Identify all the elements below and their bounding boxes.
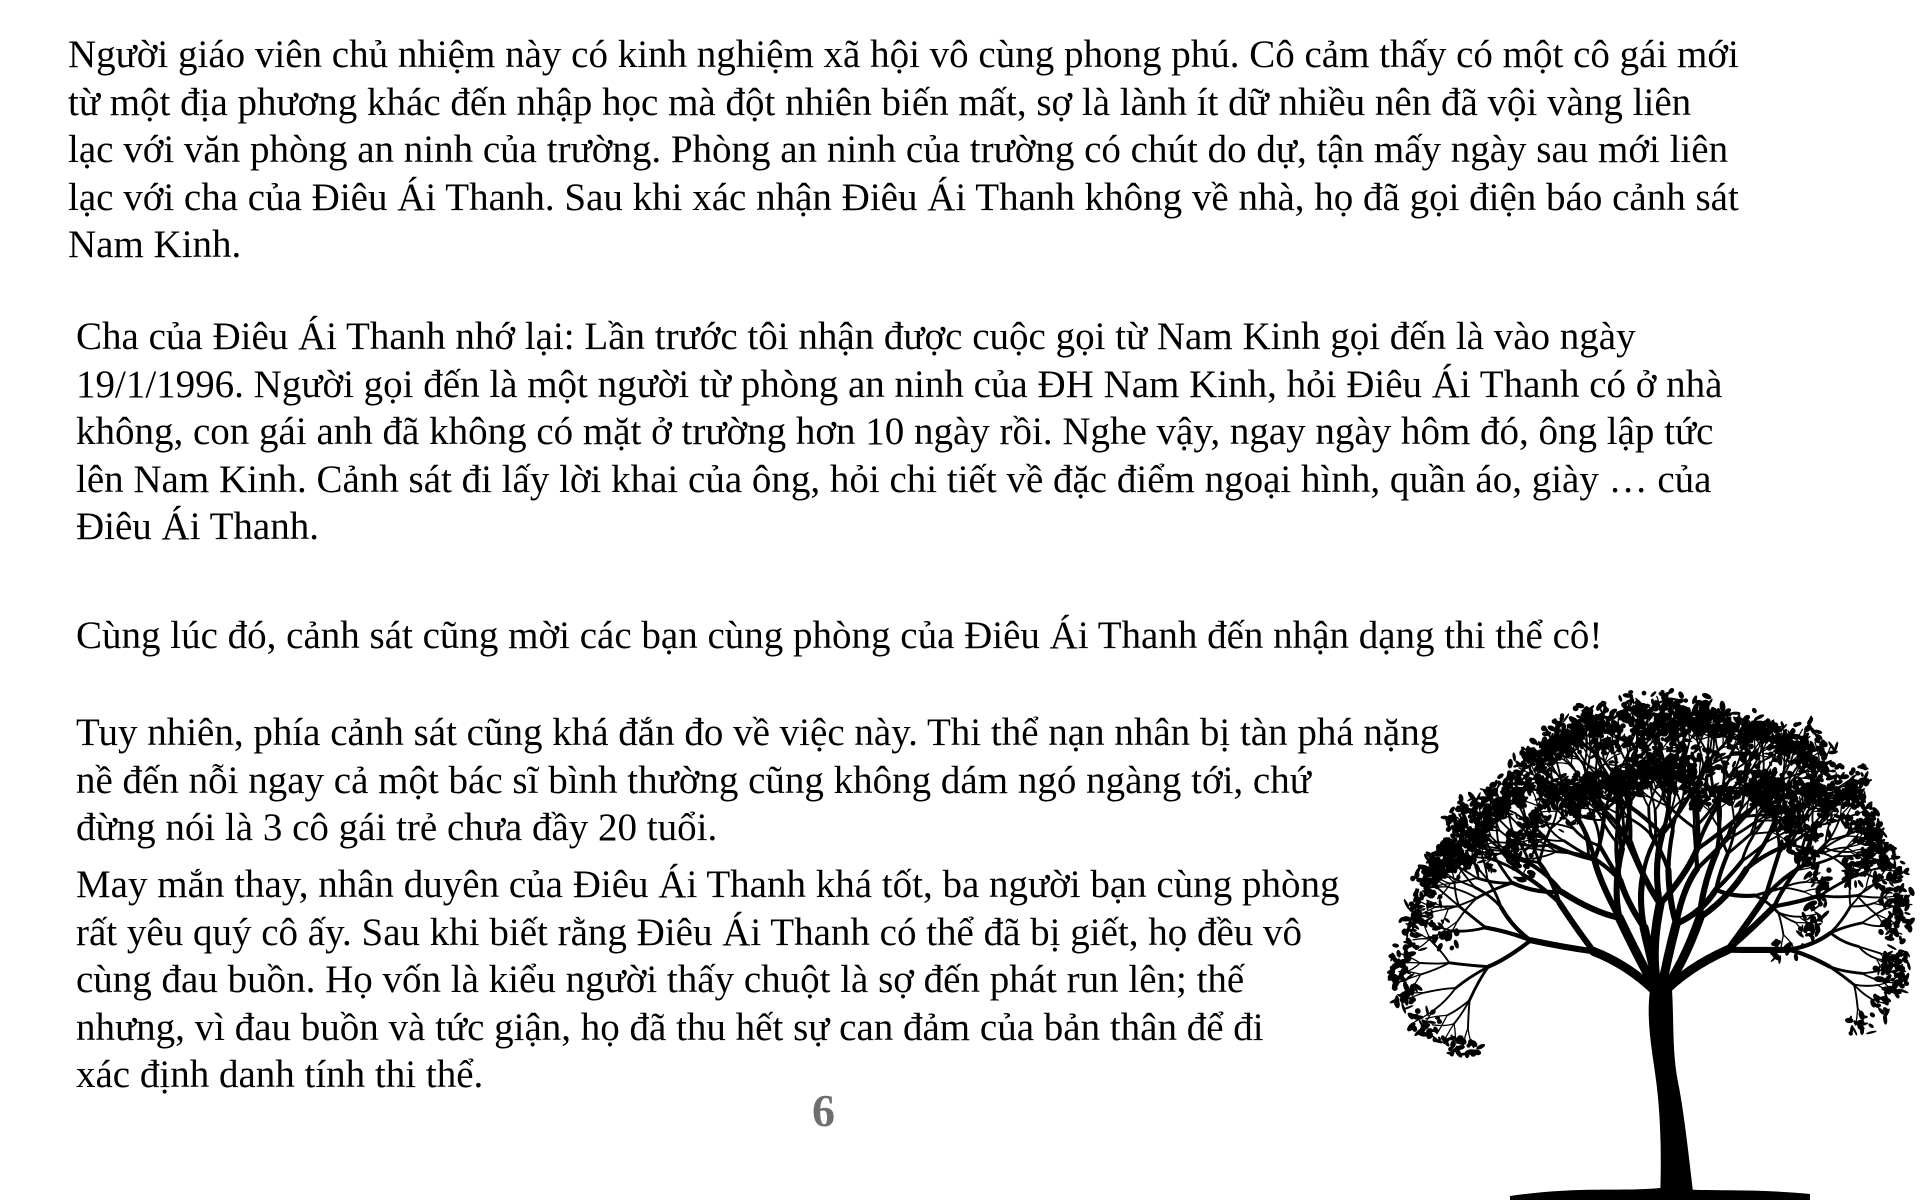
tree-leaf — [1854, 880, 1858, 888]
text-line: Cha của Điêu Ái Thanh nhớ lại: Lần trước tôi nhận được cuộc gọi từ Nam Kinh gọi đến là vào ngày — [76, 315, 1636, 358]
tree-leaf — [1496, 772, 1505, 780]
tree-branch — [1812, 810, 1814, 834]
text-line: Tuy nhiên, phía cảnh sát cũng khá đắn đo về việc này. Thi thể nạn nhân bị tàn phá nặng — [76, 711, 1440, 754]
tree-branch — [1821, 895, 1857, 897]
tree-branch — [1784, 762, 1786, 788]
tree-branch — [1857, 896, 1884, 898]
tree-leaf — [1899, 860, 1906, 865]
tree-leaf — [1618, 695, 1623, 703]
tree-branch — [1459, 907, 1485, 928]
tree-branch — [1593, 818, 1599, 846]
tree-branch — [1425, 988, 1456, 992]
tree-branch — [1716, 890, 1755, 896]
text-line: lạc với văn phòng an ninh của trường. Phòng an ninh của trường có chút do dự, tận mấy ngày sau mới liên — [68, 128, 1729, 171]
tree-branch — [1676, 725, 1677, 744]
tree-ground — [1510, 1188, 1810, 1200]
tree-leaf — [1483, 812, 1485, 822]
tree-branch — [1409, 923, 1428, 924]
paragraph-father-recalls — [76, 313, 1722, 551]
tree-leaf — [1904, 911, 1911, 915]
tree-branch — [1783, 888, 1803, 892]
tree-branch — [1854, 985, 1878, 986]
text-line: từ một địa phương khác đến nhập học mà đột nhiên biến mất, sợ là lành ít dữ nhiều nên đã vội vàng liên — [68, 80, 1692, 124]
tree-branch — [1436, 906, 1460, 907]
tree-branch — [1846, 836, 1862, 838]
paragraph-roommates-invited — [76, 612, 1602, 660]
tree-leaf — [1822, 901, 1828, 909]
tree-leaf — [1751, 707, 1758, 714]
tree-leaf — [1868, 1023, 1875, 1029]
text-line: Người giáo viên chủ nhiệm này có kinh nghiệm xã hội vô cùng phong phú. Cô cảm thấy có một cô gái mới — [68, 33, 1739, 76]
tree-leaf — [1886, 943, 1897, 950]
paragraph-report-to-police — [68, 31, 1739, 269]
tree-leaf — [1507, 759, 1513, 769]
tree-branch — [1812, 793, 1813, 810]
tree-leaf — [1512, 752, 1517, 762]
tree-branch — [1745, 750, 1746, 778]
tree-branch — [1449, 963, 1488, 967]
tree-branch — [1641, 876, 1644, 928]
text-line: Cùng lúc đó, cảnh sát cũng mời các bạn cùng phòng của Điêu Ái Thanh đến nhận dạng thi thể cô! — [76, 614, 1603, 657]
tree-branch — [1527, 839, 1544, 840]
tree-branch — [1649, 807, 1651, 835]
tree-leaf — [1884, 935, 1895, 942]
tree-branch — [1668, 831, 1672, 870]
tree-branch — [1421, 963, 1449, 975]
tree-branch — [1694, 828, 1697, 869]
tree-branch — [1763, 750, 1764, 777]
tree-branch — [1420, 963, 1449, 964]
text-line: nề đến nỗi ngay cả một bác sĩ bình thường cũng không dám ngó ngàng tới, chứ — [76, 758, 1311, 802]
tree-branch — [1456, 967, 1489, 988]
text-line: nhưng, vì đau buồn và tức giận, họ đã thu hết sự can đảm của bản thân để đi — [76, 1005, 1264, 1049]
tree-branch — [1477, 878, 1513, 883]
tree-branch — [1643, 839, 1655, 876]
tree-leaf — [1903, 951, 1908, 962]
tree-branch — [1548, 827, 1564, 841]
text-line: đừng nói là 3 cô gái trẻ chưa đầy 20 tuổi. — [76, 806, 718, 849]
tree-leaf — [1641, 690, 1648, 697]
text-line: 19/1/1996. Người gọi đến là một người từ phòng an ninh của ĐH Nam Kinh, hỏi Điêu Ái Thanh có ở nhà — [76, 362, 1723, 406]
tree-branch — [1416, 939, 1429, 949]
tree-leaf — [1869, 1011, 1876, 1018]
text-line: cùng đau buồn. Họ vốn là kiểu người thấy chuột là sợ đến phát run lên; thế — [76, 958, 1245, 1001]
tree-leaf — [1701, 692, 1712, 701]
tree-leaf — [1650, 690, 1658, 697]
text-line: xác định danh tính thi thể. — [76, 1053, 484, 1096]
tree-branch — [1483, 852, 1509, 854]
tree-branch — [1837, 855, 1864, 856]
text-line: rất yêu quý cô ấy. Sau khi biết rằng Điêu Ái Thanh có thể đã bị giết, họ đều vô — [76, 910, 1303, 954]
tree-branch — [1448, 887, 1477, 898]
tree-leaf — [1857, 879, 1865, 888]
bare-tree-icon — [1360, 680, 1920, 1200]
tree-leaf — [1683, 698, 1688, 703]
text-line: không, con gái anh đã không có mặt ở trường hơn 10 ngày rồi. Nghe vậy, ngay ngày hôm đó, ông lập tức — [76, 410, 1714, 453]
tree-branch — [1723, 761, 1724, 780]
text-line: May mắn thay, nhân duyên của Điêu Ái Thanh khá tốt, ba người bạn cùng phòng — [76, 863, 1340, 906]
tree-branch — [1541, 811, 1559, 812]
tree-branch — [1655, 810, 1656, 839]
tree-branch — [1488, 940, 1530, 966]
tree-branch — [1850, 884, 1851, 907]
text-line: Nam Kinh. — [68, 223, 242, 266]
tree-leaf — [1866, 1030, 1877, 1035]
tree-leaf — [1677, 690, 1685, 699]
page-number: 6 — [812, 1085, 835, 1136]
tree-branch — [1454, 1000, 1470, 1024]
paragraph-roommates-courage — [76, 861, 1339, 1099]
text-line: lên Nam Kinh. Cảnh sát đi lấy lời khai của ông, hỏi chi tiết về đặc điểm ngoại hình, quần áo, giày … của — [76, 457, 1712, 501]
tree-leaf — [1877, 928, 1885, 936]
tree-branch — [1425, 909, 1448, 914]
tree-trunk — [1649, 990, 1694, 1200]
tree-leaf — [1558, 828, 1565, 833]
tree-branch — [1641, 776, 1642, 789]
tree-branch — [1413, 939, 1430, 940]
tree-leaf — [1825, 866, 1832, 873]
tree-leaf — [1449, 945, 1455, 952]
tree-leaf — [1392, 943, 1399, 948]
tree-branch — [1831, 933, 1859, 947]
tree-leaf — [1414, 1008, 1421, 1015]
paragraph-police-hesitation — [76, 709, 1439, 852]
tree-branch — [1434, 988, 1456, 1010]
text-line: Điêu Ái Thanh. — [76, 505, 319, 548]
text-line: lạc với cha của Điêu Ái Thanh. Sau khi xác nhận Điêu Ái Thanh không về nhà, họ đã gọi điện báo cảnh sát — [68, 175, 1739, 219]
tree-branch — [1626, 839, 1643, 876]
